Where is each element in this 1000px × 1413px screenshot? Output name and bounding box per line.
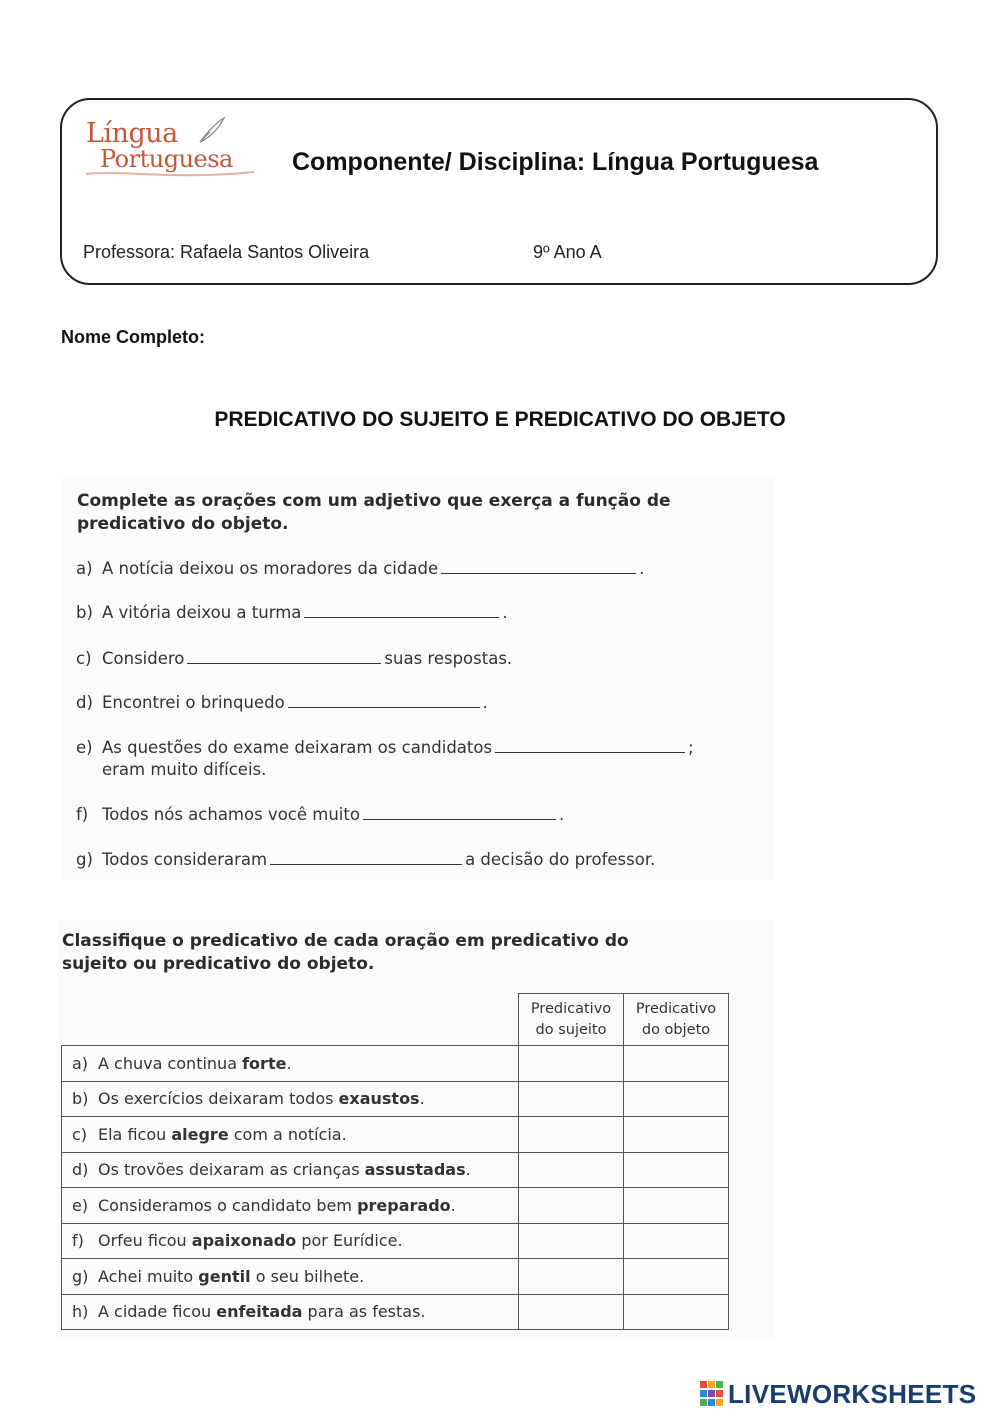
sentence-text: . — [286, 1053, 292, 1073]
item-text: . — [482, 693, 488, 712]
row-letter: f) — [72, 1231, 84, 1251]
predicative-word: enfeitada — [216, 1302, 303, 1322]
sentence-cell — [62, 1046, 519, 1082]
feather-quill-icon — [196, 116, 226, 146]
table-row — [62, 1259, 729, 1295]
item-text: a decisão do professor. — [465, 850, 656, 869]
exercise1-item-g — [76, 846, 655, 872]
table-row — [62, 1081, 729, 1117]
object-answer-cell[interactable] — [624, 1117, 729, 1153]
object-answer-cell[interactable] — [624, 1152, 729, 1188]
row-letter: c) — [72, 1124, 88, 1144]
header-line: Predicativo — [530, 1000, 612, 1017]
item-text: A notícia deixou os moradores da cidade — [102, 559, 439, 578]
exercise2-instruction-line1: Classifique o predicativo de cada oração em predicativo do — [62, 931, 629, 951]
predicative-word: alegre — [171, 1124, 229, 1144]
header-line: do objeto — [641, 1021, 711, 1038]
answer-blank[interactable] — [187, 645, 381, 664]
sentence-text: Os trovões deixaram as crianças — [98, 1160, 365, 1180]
classification-table — [61, 993, 729, 1330]
exercise2-instruction-line2: sujeito ou predicativo do objeto. — [62, 954, 375, 974]
item-text: Encontrei o brinquedo — [102, 693, 285, 712]
table-row — [62, 1046, 729, 1082]
exercise1-instruction-line2: predicativo do objeto. — [77, 514, 289, 534]
worksheet-title: PREDICATIVO DO SUJEITO E PREDICATIVO DO OBJETO — [214, 408, 786, 431]
predicative-word: gentil — [198, 1266, 251, 1286]
item-text: Todos nós achamos você muito — [102, 805, 360, 824]
sentence-text: por Eurídice. — [296, 1231, 403, 1251]
row-letter: e) — [72, 1195, 89, 1215]
sentence-text: Consideramos o candidato bem — [98, 1195, 358, 1215]
item-letter: f) — [76, 805, 89, 824]
object-answer-cell[interactable] — [624, 1081, 729, 1117]
sentence-cell — [62, 1223, 519, 1259]
liveworksheets-watermark — [700, 1377, 996, 1411]
table-row — [62, 1188, 729, 1224]
sentence-text: Orfeu ficou — [98, 1231, 192, 1251]
header-line: Predicativo — [635, 1000, 717, 1017]
item-text: . — [502, 603, 508, 622]
object-answer-cell[interactable] — [624, 1046, 729, 1082]
answer-blank[interactable] — [270, 846, 462, 865]
exercise1-item-e-line2: eram muito difíceis. — [102, 760, 267, 779]
table-row — [62, 1117, 729, 1153]
sentence-text: A chuva continua — [98, 1053, 243, 1073]
sentence-text: . — [419, 1089, 425, 1109]
sentence-cell — [62, 1188, 519, 1224]
predicative-word: forte — [242, 1053, 287, 1073]
item-letter: c) — [76, 649, 92, 668]
sentence-cell — [62, 1259, 519, 1295]
answer-blank[interactable] — [441, 555, 636, 574]
predicative-word: preparado — [357, 1195, 451, 1215]
item-text: suas respostas. — [384, 649, 513, 668]
item-text: Todos consideraram — [102, 850, 268, 869]
sentence-text: . — [450, 1195, 456, 1215]
sentence-cell — [62, 1294, 519, 1330]
subject-answer-cell[interactable] — [519, 1081, 624, 1117]
item-text: A vitória deixou a turma — [102, 603, 302, 622]
subject-answer-cell[interactable] — [519, 1152, 624, 1188]
liveworksheets-brand: LIVEWORKSHEETS — [728, 1379, 977, 1409]
item-letter: e) — [76, 738, 93, 757]
object-answer-cell[interactable] — [624, 1259, 729, 1295]
item-text: . — [558, 805, 565, 824]
sentence-text: Ela ficou — [98, 1124, 172, 1144]
object-answer-cell[interactable] — [624, 1223, 729, 1259]
table-row — [62, 1223, 729, 1259]
table-corner-cell — [62, 994, 519, 1046]
column-header-subject — [519, 994, 624, 1046]
exercise1-item-a — [76, 555, 644, 581]
sentence-text: . — [465, 1160, 471, 1180]
item-letter: g) — [76, 850, 93, 869]
sentence-cell — [62, 1117, 519, 1153]
subject-answer-cell[interactable] — [519, 1223, 624, 1259]
sentence-text: o seu bilhete. — [250, 1266, 365, 1286]
predicative-word: assustadas — [364, 1160, 466, 1180]
exercise1-item-b — [76, 599, 508, 625]
answer-blank[interactable] — [288, 689, 480, 708]
row-letter: b) — [72, 1089, 89, 1109]
subject-answer-cell[interactable] — [519, 1188, 624, 1224]
liveworksheets-logo-icon — [700, 1381, 724, 1407]
exercise1-instruction-line1: Complete as orações com um adjetivo que exerça a função de — [77, 491, 671, 511]
logo-swash-icon — [84, 168, 259, 182]
object-answer-cell[interactable] — [624, 1294, 729, 1330]
item-letter: d) — [76, 693, 93, 712]
exercise1-item-d — [76, 689, 488, 715]
exercise1-item-f — [76, 801, 564, 827]
full-name-label: Nome Completo: — [61, 327, 205, 347]
sentence-cell — [62, 1152, 519, 1188]
subject-title: Componente/ Disciplina: Língua Portuguesa — [292, 148, 819, 176]
object-answer-cell[interactable] — [624, 1188, 729, 1224]
grade-label: 9º Ano A — [533, 242, 602, 262]
table-row — [62, 1152, 729, 1188]
item-letter: b) — [76, 603, 93, 622]
item-letter: a) — [76, 559, 93, 578]
exercise1-item-e — [76, 734, 694, 760]
sentence-text: com a notícia. — [228, 1124, 347, 1144]
table-row — [62, 1294, 729, 1330]
answer-blank[interactable] — [495, 734, 685, 753]
teacher-name: Professora: Rafaela Santos Oliveira — [83, 242, 370, 262]
subject-answer-cell[interactable] — [519, 1117, 624, 1153]
row-letter: h) — [72, 1302, 89, 1322]
logo-line1: Língua — [86, 118, 178, 149]
subject-answer-cell[interactable] — [519, 1046, 624, 1082]
answer-blank[interactable] — [363, 801, 556, 820]
column-header-object — [624, 994, 729, 1046]
item-text: Considero — [102, 649, 185, 668]
header-line: do sujeito — [535, 1021, 607, 1038]
predicative-word: exaustos — [338, 1089, 420, 1109]
sentence-cell — [62, 1081, 519, 1117]
sentence-text: A cidade ficou — [98, 1302, 217, 1322]
item-text: As questões do exame deixaram os candidatos — [102, 738, 493, 757]
row-letter: d) — [72, 1160, 89, 1180]
subject-answer-cell[interactable] — [519, 1294, 624, 1330]
exercise1-item-c — [76, 645, 512, 671]
logo-line2: Portuguesa — [100, 145, 233, 173]
sentence-text: Os exercícios deixaram todos — [98, 1089, 339, 1109]
table-header-row — [62, 994, 729, 1046]
item-text: ; — [688, 738, 694, 757]
row-letter: g) — [72, 1266, 89, 1286]
lingua-portuguesa-logo — [84, 116, 259, 186]
subject-answer-cell[interactable] — [519, 1259, 624, 1295]
item-text: . — [639, 559, 645, 578]
row-letter: a) — [72, 1053, 89, 1073]
answer-blank[interactable] — [304, 599, 499, 618]
predicative-word: apaixonado — [191, 1231, 297, 1251]
sentence-text: Achei muito — [98, 1266, 199, 1286]
sentence-text: para as festas. — [302, 1302, 426, 1322]
